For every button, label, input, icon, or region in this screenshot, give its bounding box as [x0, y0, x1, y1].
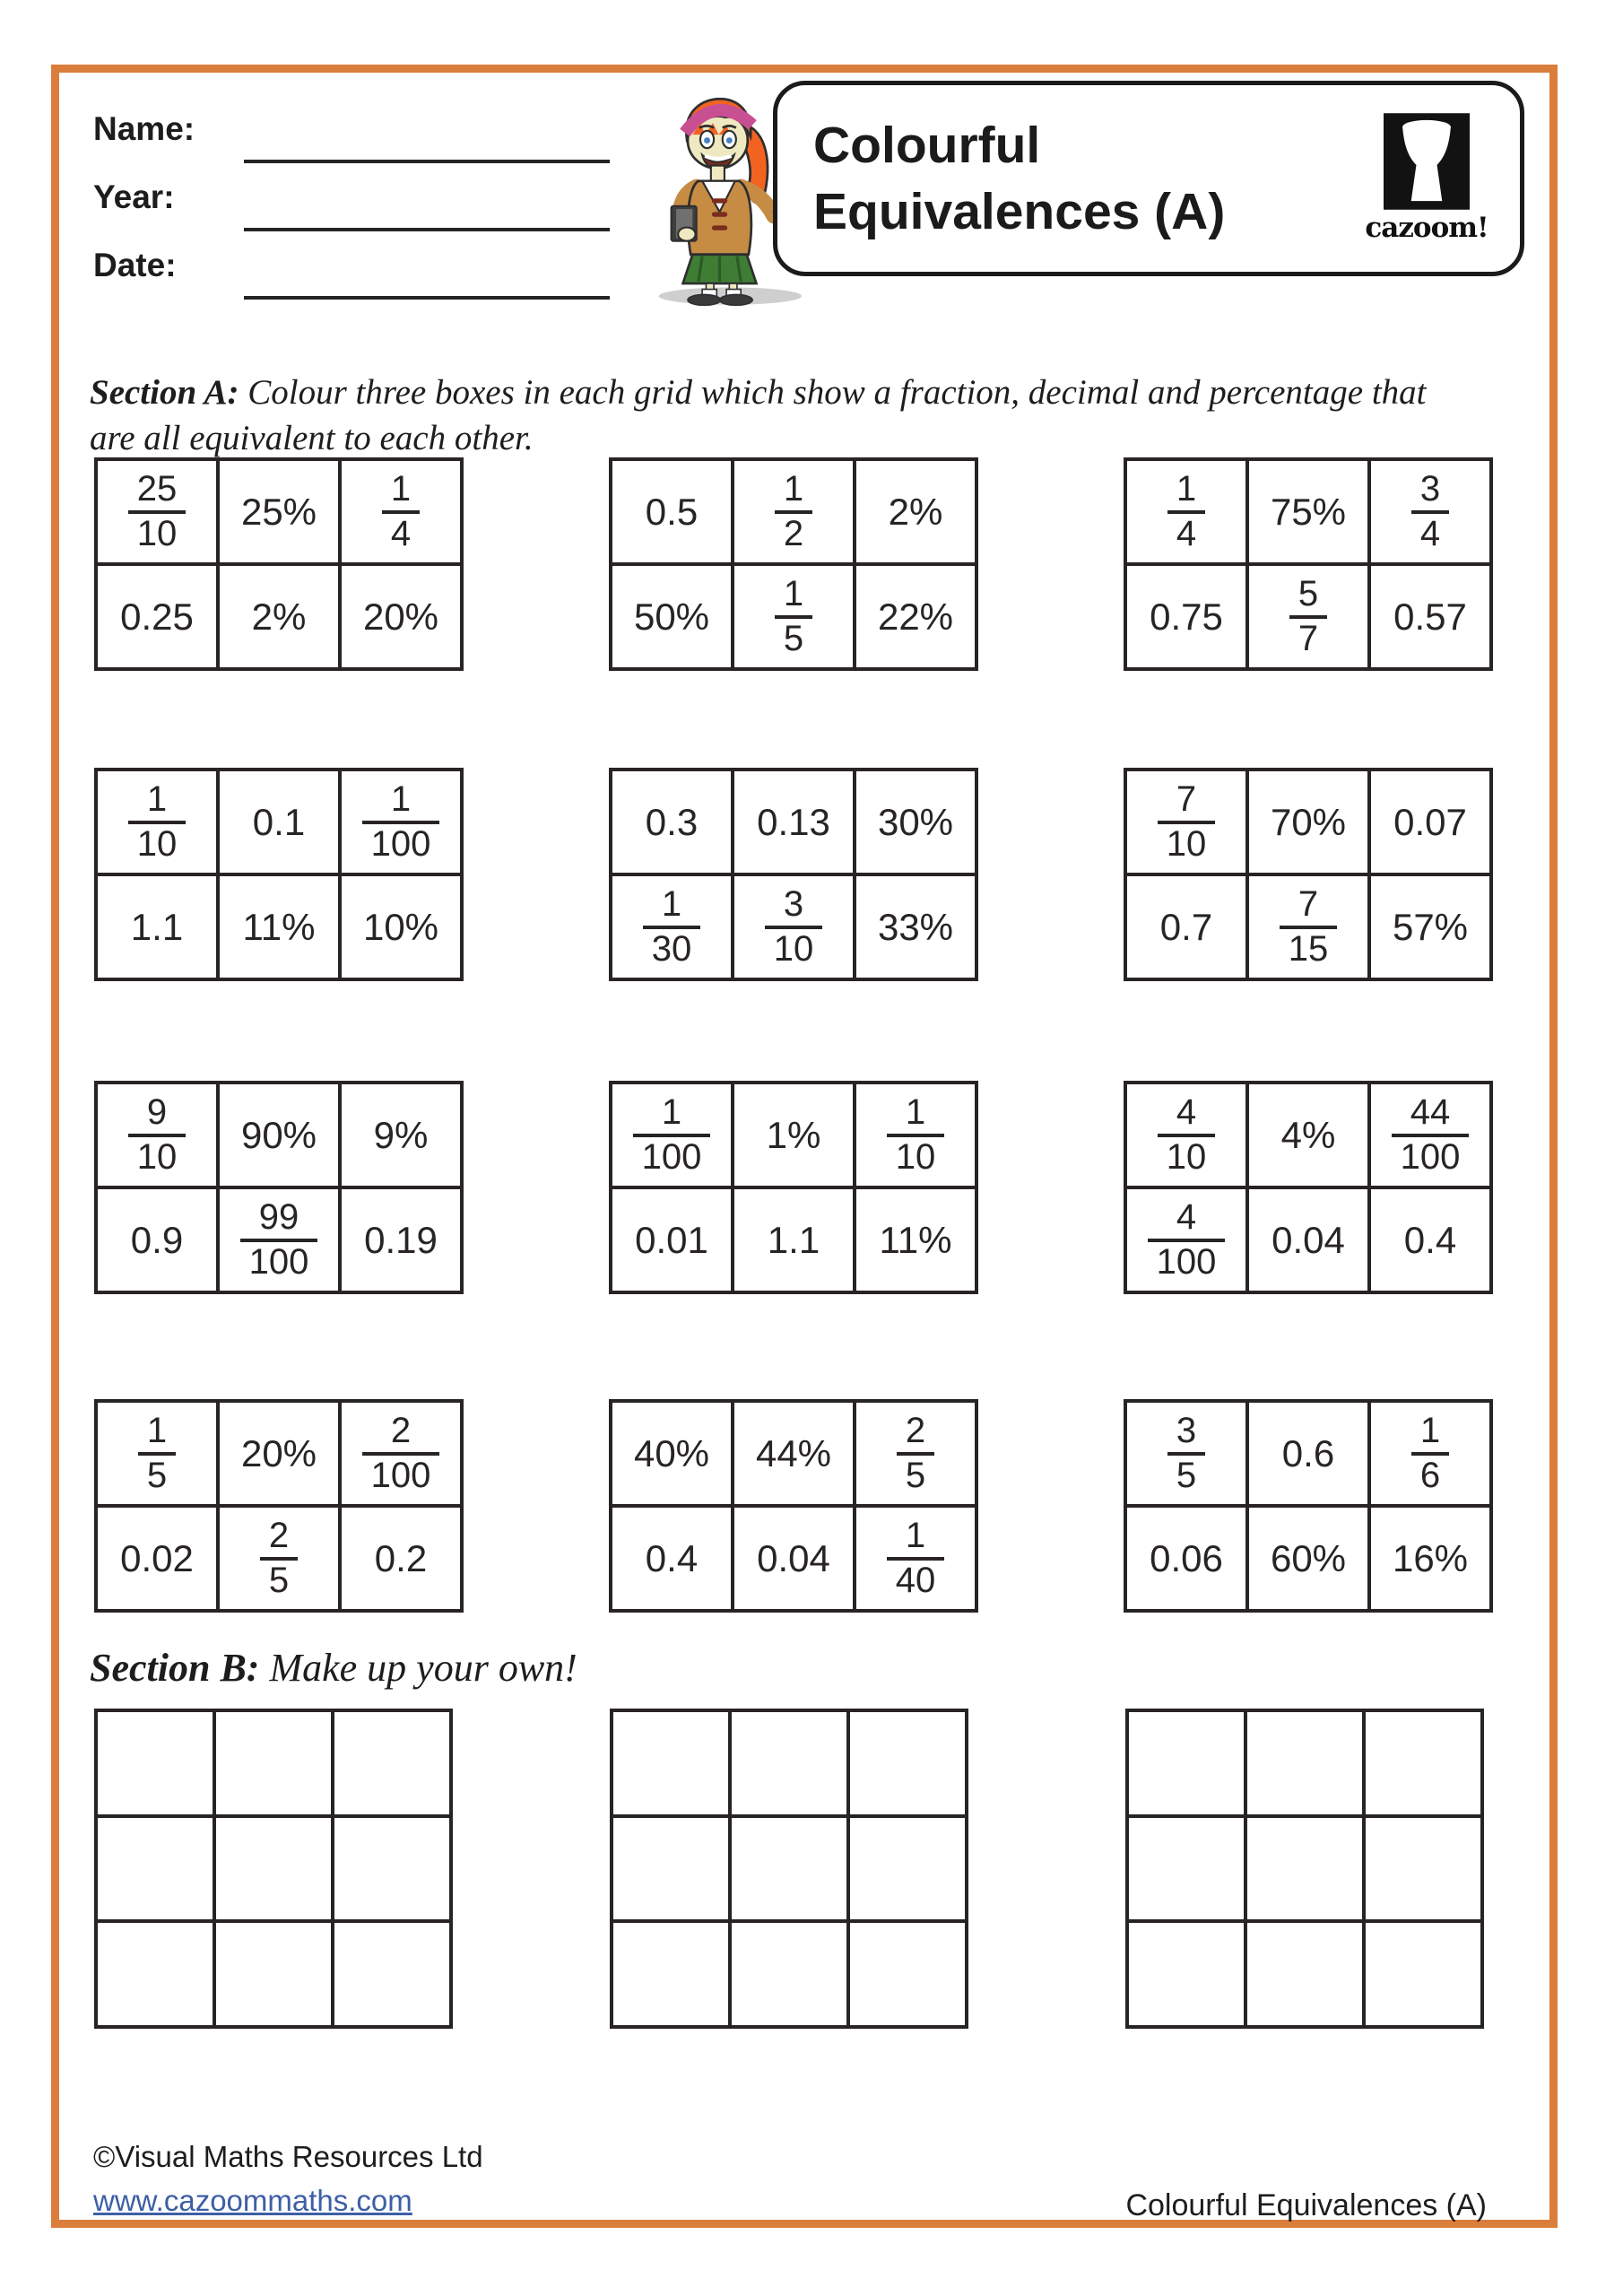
blank-grid-cell	[96, 1816, 214, 1922]
blank-grid-cell	[333, 1710, 451, 1816]
grid-cell	[340, 459, 462, 564]
grid-cell: 20%	[340, 564, 462, 669]
grid-cell: 0.25	[96, 564, 218, 669]
cazoom-logo-text: cazoom!	[1365, 212, 1488, 244]
grid-cell: 40%	[611, 1401, 733, 1506]
grid-cell	[733, 459, 855, 564]
fraction-value: $\frac{4}{10}$	[1158, 1093, 1216, 1176]
grid-cell	[96, 459, 218, 564]
grid-cell	[855, 1401, 976, 1506]
grid-cell: 25%	[218, 459, 340, 564]
grid-cell: 75%	[1247, 459, 1369, 564]
grid-cell: 0.57	[1369, 564, 1491, 669]
blank-grid-cell	[1364, 1710, 1482, 1816]
blank-grid-cell	[1364, 1921, 1482, 2027]
grid-cell: 0.01	[611, 1187, 733, 1292]
grid-row-3	[94, 1081, 1493, 1294]
grid-cell: 0.06	[1125, 1506, 1247, 1611]
blank-grid-cell	[612, 1816, 730, 1922]
worksheet-title-line1: Colourful	[813, 116, 1041, 174]
worksheet-title	[777, 112, 1346, 245]
grid-cell	[1247, 874, 1369, 979]
grid-cell: 0.4	[1369, 1187, 1491, 1292]
grid-cell: 11%	[855, 1187, 976, 1292]
fraction-value: $\frac{1}{6}$	[1411, 1412, 1449, 1494]
grid-cell	[1369, 1083, 1491, 1187]
grid-cell	[218, 1506, 340, 1611]
equivalence-grid-6	[1124, 768, 1493, 981]
grid-cell	[1125, 1187, 1247, 1292]
section-a-instructions-line1: Colour three boxes in each grid which show a fraction, decimal and percentage that	[239, 373, 1427, 412]
grid-cell: 0.4	[611, 1506, 733, 1611]
fraction-value: $\frac{4}{100}$	[1148, 1198, 1226, 1281]
footer-left	[93, 2138, 483, 2221]
grid-cell	[1247, 564, 1369, 669]
grid-cell: 0.02	[96, 1506, 218, 1611]
date-field-row	[93, 231, 610, 300]
grid-cell	[1125, 1401, 1247, 1506]
grid-cell: 22%	[855, 564, 976, 669]
blank-grid-cell	[848, 1710, 967, 1816]
footer-worksheet-name: Colourful Equivalences (A)	[1125, 2188, 1487, 2222]
blank-grid-cell	[730, 1921, 848, 2027]
grid-cell: 0.75	[1125, 564, 1247, 669]
section-b-heading	[90, 1645, 577, 1691]
blank-grid-cell	[214, 1710, 333, 1816]
section-b-grid-row	[94, 1709, 1484, 2029]
cazoommaths-link[interactable]: www.cazoommaths.com	[93, 2183, 412, 2217]
fraction-value: $\frac{1}{2}$	[775, 470, 812, 552]
grid-cell	[96, 770, 218, 874]
fraction-value: $\frac{1}{10}$	[128, 780, 187, 863]
fraction-value: $\frac{2}{5}$	[897, 1412, 934, 1494]
header-fields	[93, 95, 610, 300]
grid-cell: 11%	[218, 874, 340, 979]
grid-cell: 16%	[1369, 1506, 1491, 1611]
fraction-value: $\frac{7}{10}$	[1158, 780, 1216, 863]
grid-cell: 60%	[1247, 1506, 1369, 1611]
grid-cell: 0.19	[340, 1187, 462, 1292]
section-a-instructions-line2: are all equivalent to each other.	[90, 418, 534, 457]
name-write-line	[244, 95, 610, 163]
equivalence-grid-1	[94, 457, 464, 671]
grid-cell	[611, 874, 733, 979]
equivalence-grid-8	[609, 1081, 978, 1294]
grid-cell	[1125, 459, 1247, 564]
fraction-value: $\frac{1}{5}$	[775, 575, 812, 657]
fraction-value: $\frac{25}{10}$	[128, 470, 187, 552]
grid-cell	[96, 1401, 218, 1506]
grid-cell: 44%	[733, 1401, 855, 1506]
fraction-value: $\frac{1}{100}$	[362, 780, 440, 863]
fraction-value: $\frac{1}{40}$	[887, 1517, 945, 1599]
blank-grid-cell	[612, 1921, 730, 2027]
fraction-value: $\frac{1}{5}$	[138, 1412, 176, 1494]
blank-grid-cell	[96, 1710, 214, 1816]
grid-cell: 30%	[855, 770, 976, 874]
section-a-heading	[90, 370, 1453, 461]
section-b-label: Section B:	[90, 1646, 260, 1690]
equivalence-grid-5	[609, 768, 978, 981]
fraction-value: $\frac{1}{4}$	[382, 470, 420, 552]
blank-grid-3	[1125, 1709, 1484, 2029]
grid-row-1	[94, 457, 1493, 671]
grid-cell: 1.1	[733, 1187, 855, 1292]
fraction-value: $\frac{3}{10}$	[765, 885, 823, 968]
blank-grid-1	[94, 1709, 453, 2029]
grid-cell	[733, 564, 855, 669]
date-write-line	[244, 231, 610, 300]
blank-grid-cell	[1127, 1921, 1245, 2027]
blank-grid-cell	[848, 1816, 967, 1922]
blank-grid-cell	[96, 1921, 214, 2027]
grid-cell: 4%	[1247, 1083, 1369, 1187]
year-label: Year:	[93, 178, 175, 215]
grid-cell: 70%	[1247, 770, 1369, 874]
grid-cell	[611, 1083, 733, 1187]
grid-cell: 57%	[1369, 874, 1491, 979]
grid-cell	[340, 1401, 462, 1506]
grid-cell	[855, 1083, 976, 1187]
equivalence-grid-10	[94, 1399, 464, 1613]
fraction-value: $\frac{7}{15}$	[1280, 885, 1338, 968]
blank-grid-cell	[1245, 1921, 1364, 2027]
cazoom-logo	[1346, 113, 1507, 244]
grid-cell: 0.1	[218, 770, 340, 874]
grid-cell	[218, 1187, 340, 1292]
fraction-value: $\frac{2}{100}$	[362, 1412, 440, 1494]
fraction-value: $\frac{3}{4}$	[1411, 470, 1449, 552]
grid-cell	[733, 874, 855, 979]
grid-cell	[96, 1083, 218, 1187]
title-box	[773, 81, 1524, 276]
year-field-row	[93, 163, 610, 231]
grid-cell: 2%	[855, 459, 976, 564]
grid-cell: 20%	[218, 1401, 340, 1506]
grid-cell: 0.07	[1369, 770, 1491, 874]
blank-grid-2	[610, 1709, 968, 2029]
blank-grid-cell	[612, 1710, 730, 1816]
blank-grid-cell	[730, 1710, 848, 1816]
equivalence-grid-9	[1124, 1081, 1493, 1294]
fraction-value: $\frac{1}{30}$	[643, 885, 701, 968]
grid-cell: 2%	[218, 564, 340, 669]
grid-cell: 10%	[340, 874, 462, 979]
grid-cell: 0.2	[340, 1506, 462, 1611]
grid-cell: 0.9	[96, 1187, 218, 1292]
section-b-instructions: Make up your own!	[259, 1646, 577, 1690]
grid-row-4	[94, 1399, 1493, 1613]
grid-cell: 50%	[611, 564, 733, 669]
grid-cell: 0.13	[733, 770, 855, 874]
name-field-row	[93, 95, 610, 163]
fraction-value: $\frac{9}{10}$	[128, 1093, 187, 1176]
blank-grid-cell	[214, 1816, 333, 1922]
fraction-value: $\frac{5}{7}$	[1289, 575, 1327, 657]
grid-cell: 90%	[218, 1083, 340, 1187]
grid-cell: 1.1	[96, 874, 218, 979]
djembe-drum-icon	[1384, 113, 1470, 210]
grid-cell	[340, 770, 462, 874]
fraction-value: $\frac{44}{100}$	[1392, 1093, 1470, 1176]
equivalence-grid-4	[94, 768, 464, 981]
equivalence-grid-12	[1124, 1399, 1493, 1613]
equivalence-grid-11	[609, 1399, 978, 1613]
blank-grid-cell	[333, 1816, 451, 1922]
grid-cell: 33%	[855, 874, 976, 979]
grid-cell: 0.6	[1247, 1401, 1369, 1506]
blank-grid-cell	[1364, 1816, 1482, 1922]
grid-cell: 0.7	[1125, 874, 1247, 979]
copyright-text: ©Visual Maths Resources Ltd	[93, 2140, 483, 2173]
equivalence-grid-3	[1124, 457, 1493, 671]
blank-grid-cell	[333, 1921, 451, 2027]
blank-grid-cell	[1127, 1816, 1245, 1922]
grid-cell: 9%	[340, 1083, 462, 1187]
grid-cell: 0.5	[611, 459, 733, 564]
grid-cell	[1369, 459, 1491, 564]
fraction-value: $\frac{1}{10}$	[887, 1093, 945, 1176]
grid-cell: 1%	[733, 1083, 855, 1187]
grid-cell	[1369, 1401, 1491, 1506]
year-write-line	[244, 163, 610, 231]
section-a-label: Section A:	[90, 373, 239, 412]
grid-cell	[855, 1506, 976, 1611]
grid-row-2	[94, 768, 1493, 981]
blank-grid-cell	[214, 1921, 333, 2027]
grid-cell	[1125, 770, 1247, 874]
worksheet-title-line2: Equivalences (A)	[813, 183, 1226, 240]
grid-cell: 0.04	[1247, 1187, 1369, 1292]
fraction-value: $\frac{1}{100}$	[633, 1093, 711, 1176]
grid-cell: 0.3	[611, 770, 733, 874]
date-label: Date:	[93, 247, 177, 283]
blank-grid-cell	[1245, 1816, 1364, 1922]
grid-cell: 0.04	[733, 1506, 855, 1611]
fraction-value: $\frac{2}{5}$	[260, 1517, 298, 1599]
fraction-value: $\frac{99}{100}$	[240, 1198, 318, 1281]
blank-grid-cell	[1127, 1710, 1245, 1816]
blank-grid-cell	[730, 1816, 848, 1922]
blank-grid-cell	[848, 1921, 967, 2027]
grid-cell	[1125, 1083, 1247, 1187]
name-label: Name:	[93, 110, 195, 147]
equivalence-grid-2	[609, 457, 978, 671]
blank-grid-cell	[1245, 1710, 1364, 1816]
equivalence-grid-7	[94, 1081, 464, 1294]
fraction-value: $\frac{3}{5}$	[1167, 1412, 1205, 1494]
fraction-value: $\frac{1}{4}$	[1167, 470, 1205, 552]
